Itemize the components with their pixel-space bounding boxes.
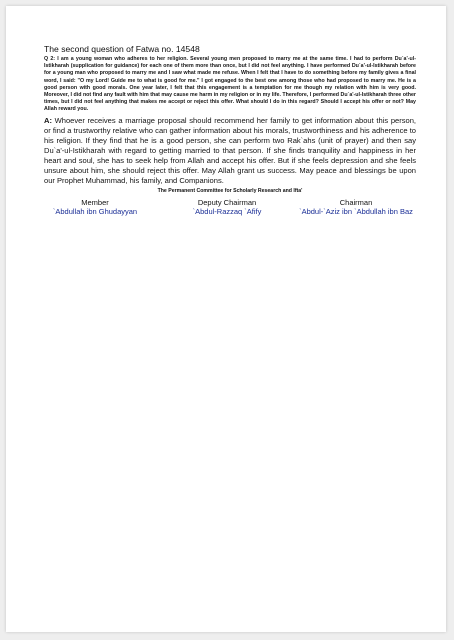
question-text: I am a young woman who adheres to her religion. Several young men proposed to marry me at the same time. I had to perform Du`a'-ul-Istikharah (supplication for guidance) for each one of them more than once, but I did not feel anything. I have performed Du`a'-ul-Istikharah before for a young man who proposed to marry me and I saw what made me refuse. When I felt that I have to do something before my family gives a final word, I said: "O my Lord! Guide me to what is good for me." I got engaged to the best one among those who had proposed to marry me. He is a good person with good morals. One year later, I felt that this engagement is a temptation for me though my relation with him is very good. Moreover, I did not find any fault with him that may cause me harm in my religion or in my life. Therefore, I performed Du`a'-ul-Istikharah three other times, but I did not feel anything that makes me accept or reject this offer. What should I do in this regard? Should I accept his offer or not? May Allah reward you.	[44, 56, 416, 113]
signatory-name: `Abdul-Razzaq `Afify	[192, 207, 262, 217]
answer-label: A:	[44, 115, 52, 125]
fatwa-content	[44, 44, 416, 222]
signatories	[44, 198, 416, 222]
answer-paragraph	[44, 116, 416, 187]
answer-text: Whoever receives a marriage proposal should recommend her family to get information about this person, or find a trustworthy relative who can gather information about his morals, trustworthiness and his adherence to his religion. If they find that he is a good person, she can perform two Rak`ahs (unit of prayer) and then say Du`a'-ul-Istikharah with regard to getting married to that person. If she finds tranquility and happiness in her heart and soul, she has to seek help from Allah and accept his offer. But if she feels depression and she feels unsure about him, she should reject this offer. May Allah grant us success. May peace and blessings be upon our Prophet Muhammad, his family, and Companions.	[44, 115, 416, 186]
signatory-member	[28, 198, 162, 216]
question-paragraph	[44, 56, 416, 114]
document-page	[6, 6, 446, 632]
committee-name: The Permanent Committee for Scholarly Research and Ifta'	[157, 188, 303, 195]
signatory-name: `Abdul-`Aziz ibn `Abdullah ibn Baz	[299, 207, 413, 217]
signatory-chairman	[274, 198, 438, 216]
signatory-role: Member	[81, 198, 109, 208]
question-label: Q 2:	[44, 56, 56, 62]
fatwa-title: The second question of Fatwa no. 14548	[44, 44, 200, 54]
signatory-name: `Abdullah ibn Ghudayyan	[52, 207, 138, 217]
signatory-role: Chairman	[339, 198, 373, 208]
signatory-role: Deputy Chairman	[197, 198, 257, 208]
